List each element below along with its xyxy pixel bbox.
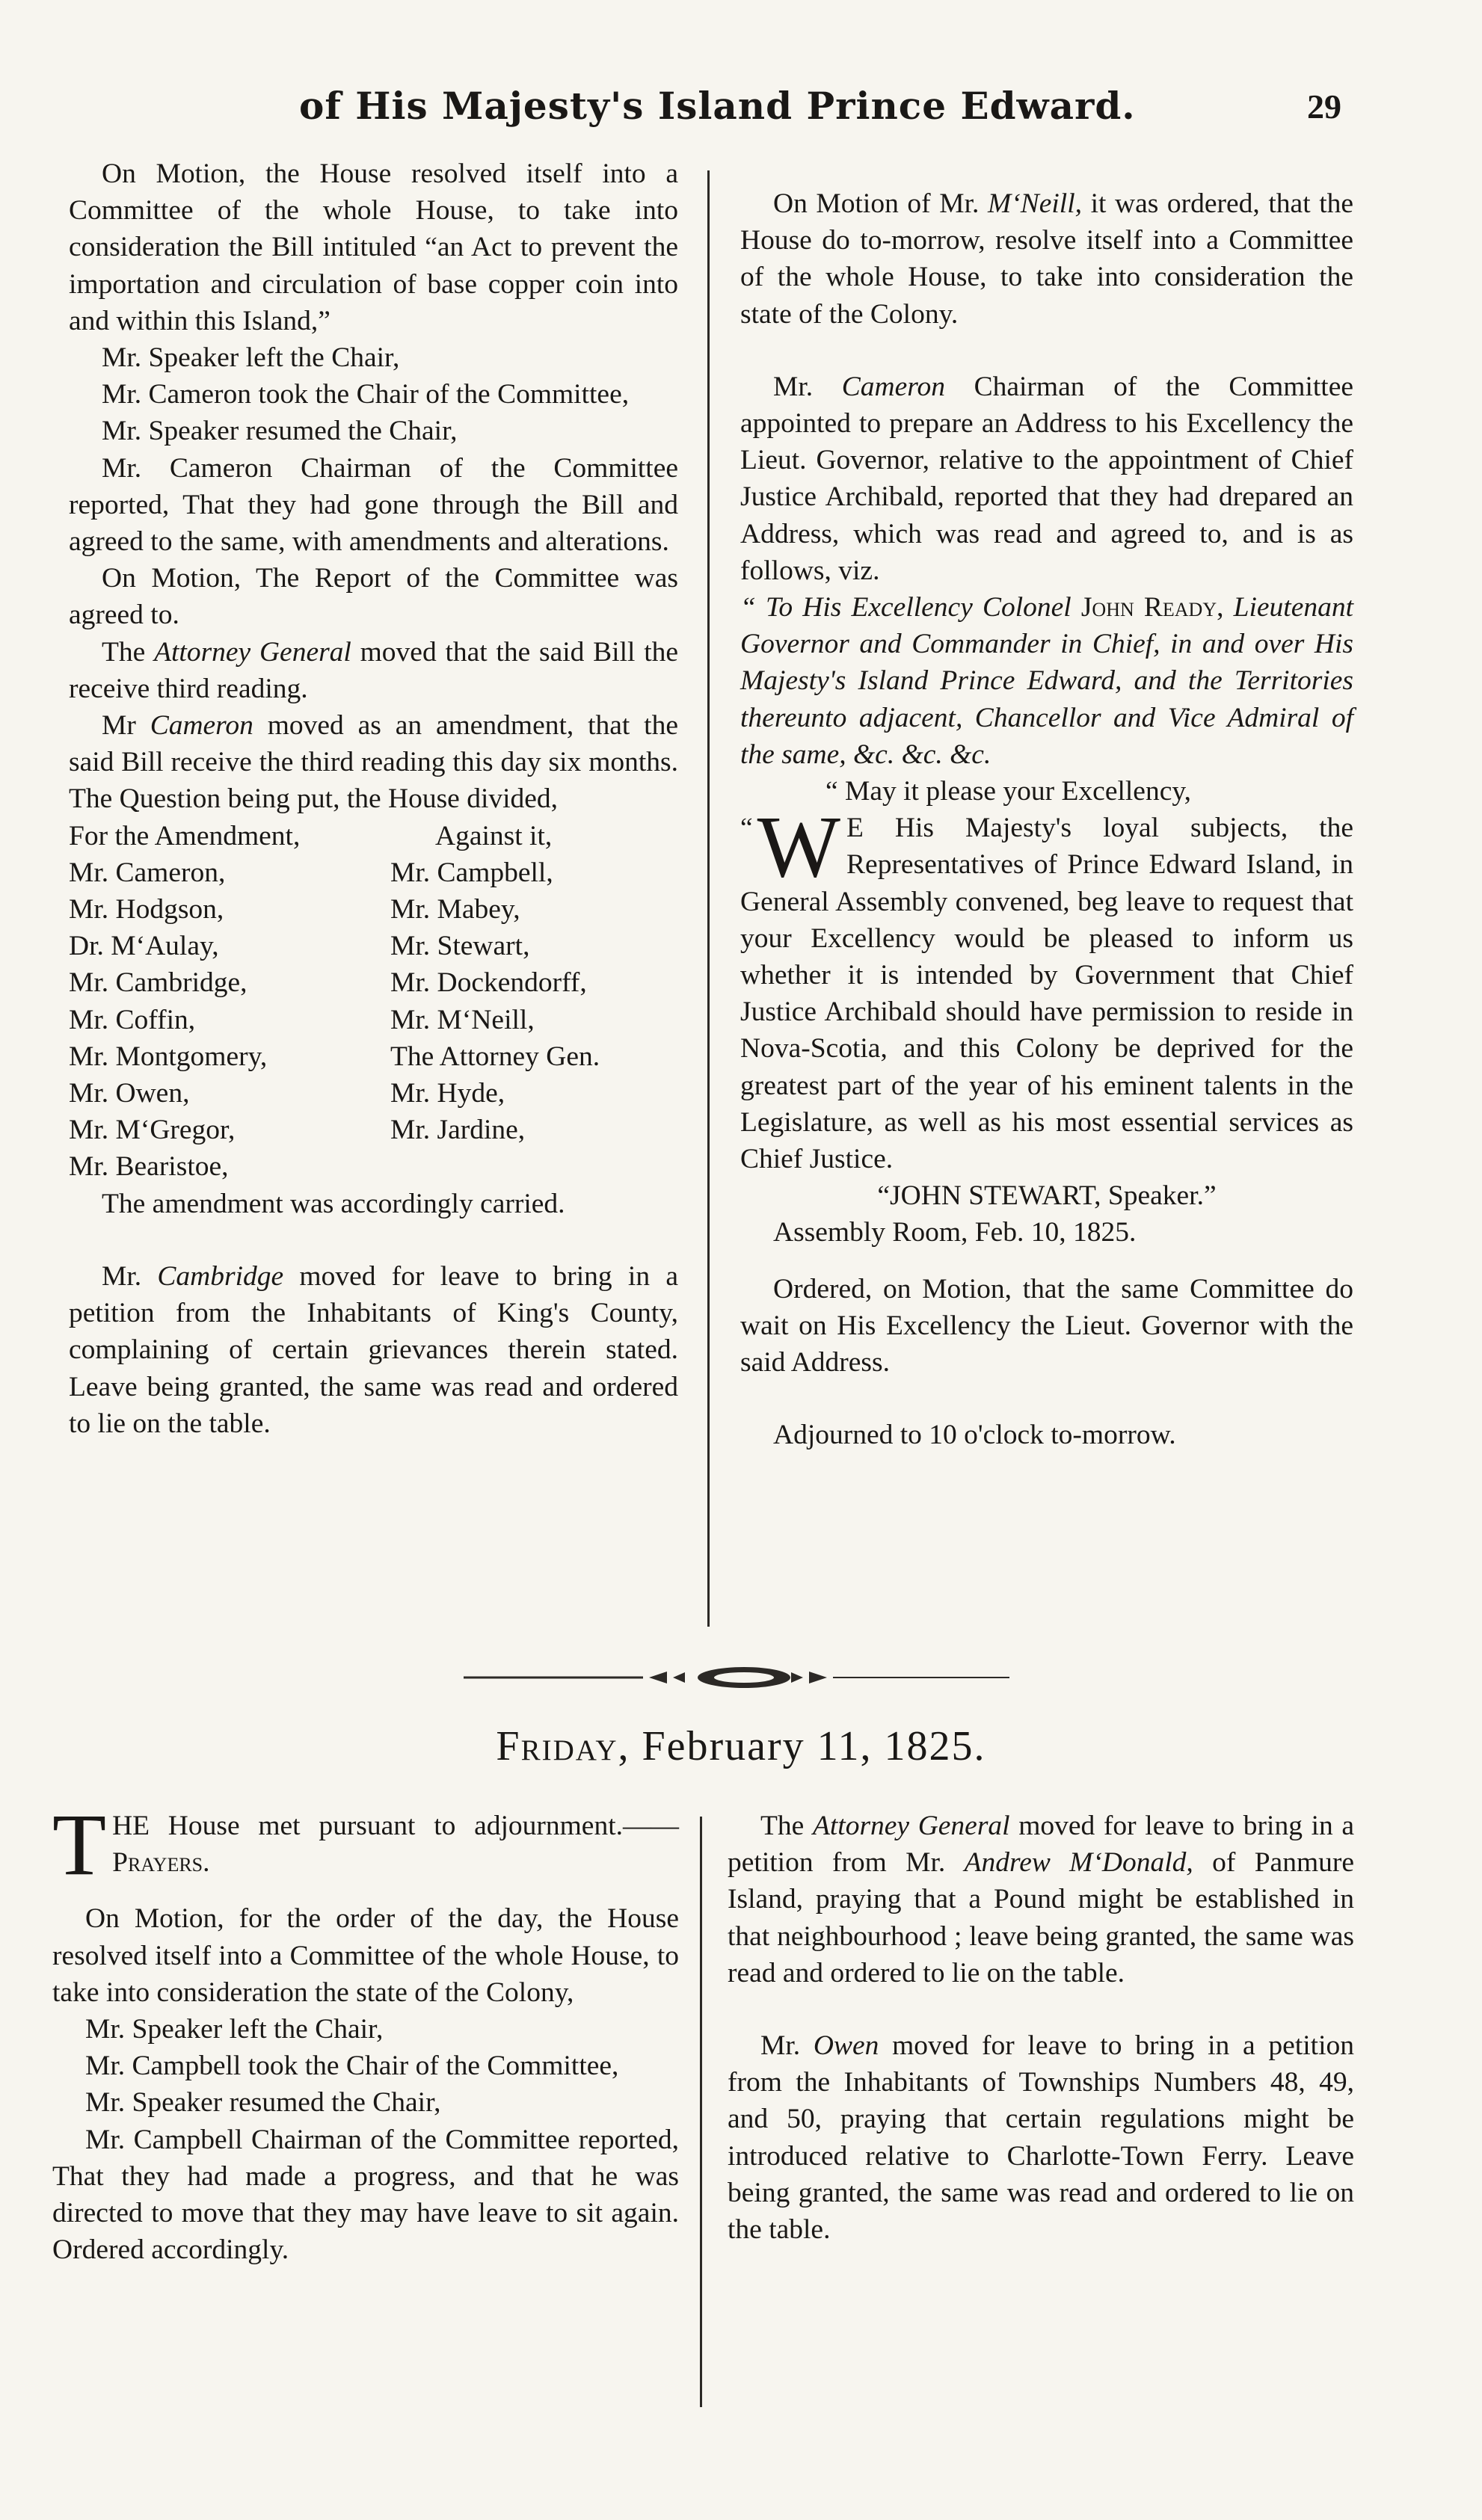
division-list [69,818,678,1186]
right-column-lower [728,1808,1354,2248]
office-title: Attorney General [812,1811,1010,1841]
paragraph: On Motion, for the order of the day, the House resolved itself into a Committee of the whole House, to take into consideration the state of the Colony, [52,1903,679,2008]
division-row [69,928,678,964]
ornament-arrow-left-2 [673,1672,685,1683]
text: moved for leave to bring in a petition from Mr. [728,1811,1355,1879]
for-member: Mr. Owen, [69,1078,190,1109]
date: February 11, 1825. [642,1723,986,1769]
paragraph: Ordered, on Motion, that the same Committee do wait on His Excellency the Lieut. Governor with the said Address. [740,1273,1353,1378]
adjournment: Adjourned to 10 o'clock to-morrow. [773,1420,1176,1451]
against-member: Mr. Mabey, [390,894,520,925]
against-member: Mr. Hyde, [390,1078,505,1109]
spacer [728,1991,1354,2027]
signature: “JOHN STEWART, Speaker.” [877,1180,1217,1212]
paragraph [69,1258,678,1442]
drop-capital: T [52,1796,107,1894]
text: Lieutenant Governor and Commander in Chief, in and over His Majesty's Island Prince Edward, and the Territories thereunto adjacent, Chancellor and Vice Admiral of the same, &c. &c. &c. [740,592,1354,770]
text: Mr. [102,1260,142,1292]
paragraph [740,369,1353,589]
paragraph: Mr. Speaker resumed the Chair, [102,416,458,447]
date-heading [0,1722,1482,1770]
office-title: Attorney General [154,636,351,668]
for-member: Mr. Coffin, [69,1004,196,1035]
address-heading [740,589,1353,773]
for-amendment-heading: For the Amendment, [69,820,301,851]
text: Mr. [760,2030,801,2062]
for-member: Mr. Cambridge, [69,967,247,999]
ornament-arrow-right [809,1672,827,1683]
right-column-upper [740,185,1353,1454]
spacer [740,333,1353,369]
paragraph: On Motion, the House resolved itself into a Committee of the whole House, to take into consideration the Bill intituled “an Act to prevent the importation and circulation of base copper coin into and within this Island,” [69,158,678,336]
paragraph: Mr. Cameron Chairman of the Committee reported, That they had gone through the Bill and agreed to the same, with amendments and alterations. [69,452,678,558]
division-row [69,1112,678,1148]
address-body [740,798,1353,1177]
for-member: Mr. Bearistoe, [69,1151,229,1183]
paragraph: Mr. Cameron took the Chair of the Committee, [102,379,630,410]
text: The [102,636,146,668]
dateline: Assembly Room, Feb. 10, 1825. [773,1217,1137,1248]
spacer [740,1381,1353,1417]
opening-paragraph [52,1796,679,1894]
spacer [69,1222,678,1258]
for-member: Mr. Cameron, [69,857,226,888]
text: moved as an amendment, that the said Bill receive the third reading this day six months. The Question being put, the House divided, [69,710,678,815]
division-row [69,1148,678,1185]
paragraph: Mr. Speaker resumed the Chair, [85,2087,441,2119]
against-member: Mr. Stewart, [390,931,530,962]
left-column-upper [69,155,678,1442]
for-member: Mr. Hodgson, [69,894,224,925]
member-name: Cambridge [157,1260,284,1292]
division-row [69,854,678,891]
text: The [760,1811,805,1841]
member-name: M‘Neill, [987,188,1082,219]
member-name: Cameron [841,371,945,402]
division-row [69,1038,678,1075]
paragraph: The amendment was accordingly carried. [102,1188,565,1219]
drop-capital: W [757,798,841,896]
against-member: Mr. Campbell, [390,857,553,888]
division-header-row [69,818,678,854]
for-member: Dr. M‘Aulay, [69,931,219,962]
ornament-rule [456,1661,1032,1694]
paragraph: Mr. Speaker left the Chair, [85,2014,384,2045]
column-rule [700,1817,702,2407]
paragraph [69,707,678,818]
paragraph: Mr. Campbell took the Chair of the Committee, [85,2051,619,2082]
paragraph [728,1808,1354,1991]
against-member: Mr. M‘Neill, [390,1004,535,1035]
paragraph: Mr. Campbell Chairman of the Committee reported, That they had made a progress, and that he was directed to move that they may have leave to sit again. Ordered accordingly. [52,2124,679,2266]
division-row [69,1002,678,1038]
for-member: Mr. M‘Gregor, [69,1115,236,1146]
member-name: Owen [813,2030,879,2062]
text: moved that the said Bill the receive third reading. [69,636,679,704]
paragraph: On Motion, The Report of the Committee was agreed to. [69,563,678,631]
text: moved for leave to bring in a petition from the Inhabitants of King's County, complaining of certain grievances therein stated. Leave being granted, the same was read and ordered to lie on the table. [69,1260,679,1439]
running-title: of His Majesty's Island Prince Edward. [299,84,1136,128]
spacer [52,1881,679,1900]
against-member: Mr. Dockendorff, [390,967,587,999]
text: HE House met pursuant to adjournment.—— [112,1811,679,1841]
member-name: Cameron [150,710,253,742]
governor-name: John Ready, [1080,592,1224,623]
paragraph [728,2027,1354,2248]
division-row [69,964,678,1001]
text: “ To His Excellency Colonel [740,592,1071,623]
page-number: 29 [1307,87,1341,126]
opening-quote: “ [740,813,753,844]
against-heading: Against it, [435,820,553,851]
text: Mr [102,710,136,742]
text: of Panmure Island, praying that a Pound might be established in that neighbourhood ; leave being granted, the same was read and ordered to lie on the table. [728,1847,1354,1988]
paragraph [740,185,1353,333]
text: it was ordered, that the House do to-morrow, resolve itself into a Committee of the whole House, to take into consideration the state of the Colony. [740,188,1354,330]
running-header [0,84,1482,144]
weekday: Friday, [496,1723,630,1769]
text: E His Majesty's loyal subjects, the Representatives of Prince Edward Island, in General Assembly convened, beg leave to request that your Excellency would be pleased to inform us whether it is intended by Government that Chief Justice Archibald should have permission to reside in Nova-Scotia, and this Colony be deprived for the greatest part of the year of his eminent talents in the Legislature, as well as his most essential services as Chief Justice. [740,813,1353,1175]
paragraph [69,634,678,707]
left-column-lower [52,1796,679,2268]
for-member: Mr. Montgomery, [69,1041,268,1072]
spacer [740,1251,1353,1271]
petitioner-name: Andrew M‘Donald, [964,1847,1193,1879]
division-row [69,891,678,928]
against-member: Mr. Jardine, [390,1115,526,1146]
text: Mr. [773,371,814,402]
paragraph: Mr. Speaker left the Chair, [102,342,400,374]
text: moved for leave to bring in a petition from the Inhabitants of Townships Numbers 48, 49, and 50, praying that certain regulations might be introduced relative to Charlotte-Town Ferry. Leave being granted, the same was read and ordered to lie on the table. [728,2030,1354,2246]
ornament-center-inner [714,1672,774,1683]
ornament-arrow-right-2 [791,1672,803,1683]
column-rule [707,170,710,1627]
against-member: The Attorney Gen. [390,1041,600,1072]
text: Chairman of the Committee appointed to prepare an Address to his Excellency the Lieut. Governor, relative to the appointment of Chief Justice Archibald, reported that they had drepared an Address, which was read and agreed to, and is as follows, viz. [740,371,1354,586]
salutation: “ May it please your Excellency, [825,776,1192,807]
text: On Motion of Mr. [773,188,980,219]
prayers-label: Prayers. [112,1847,210,1879]
ornament-arrow-left [649,1672,667,1683]
against-member [390,1148,678,1185]
division-row [69,1075,678,1112]
